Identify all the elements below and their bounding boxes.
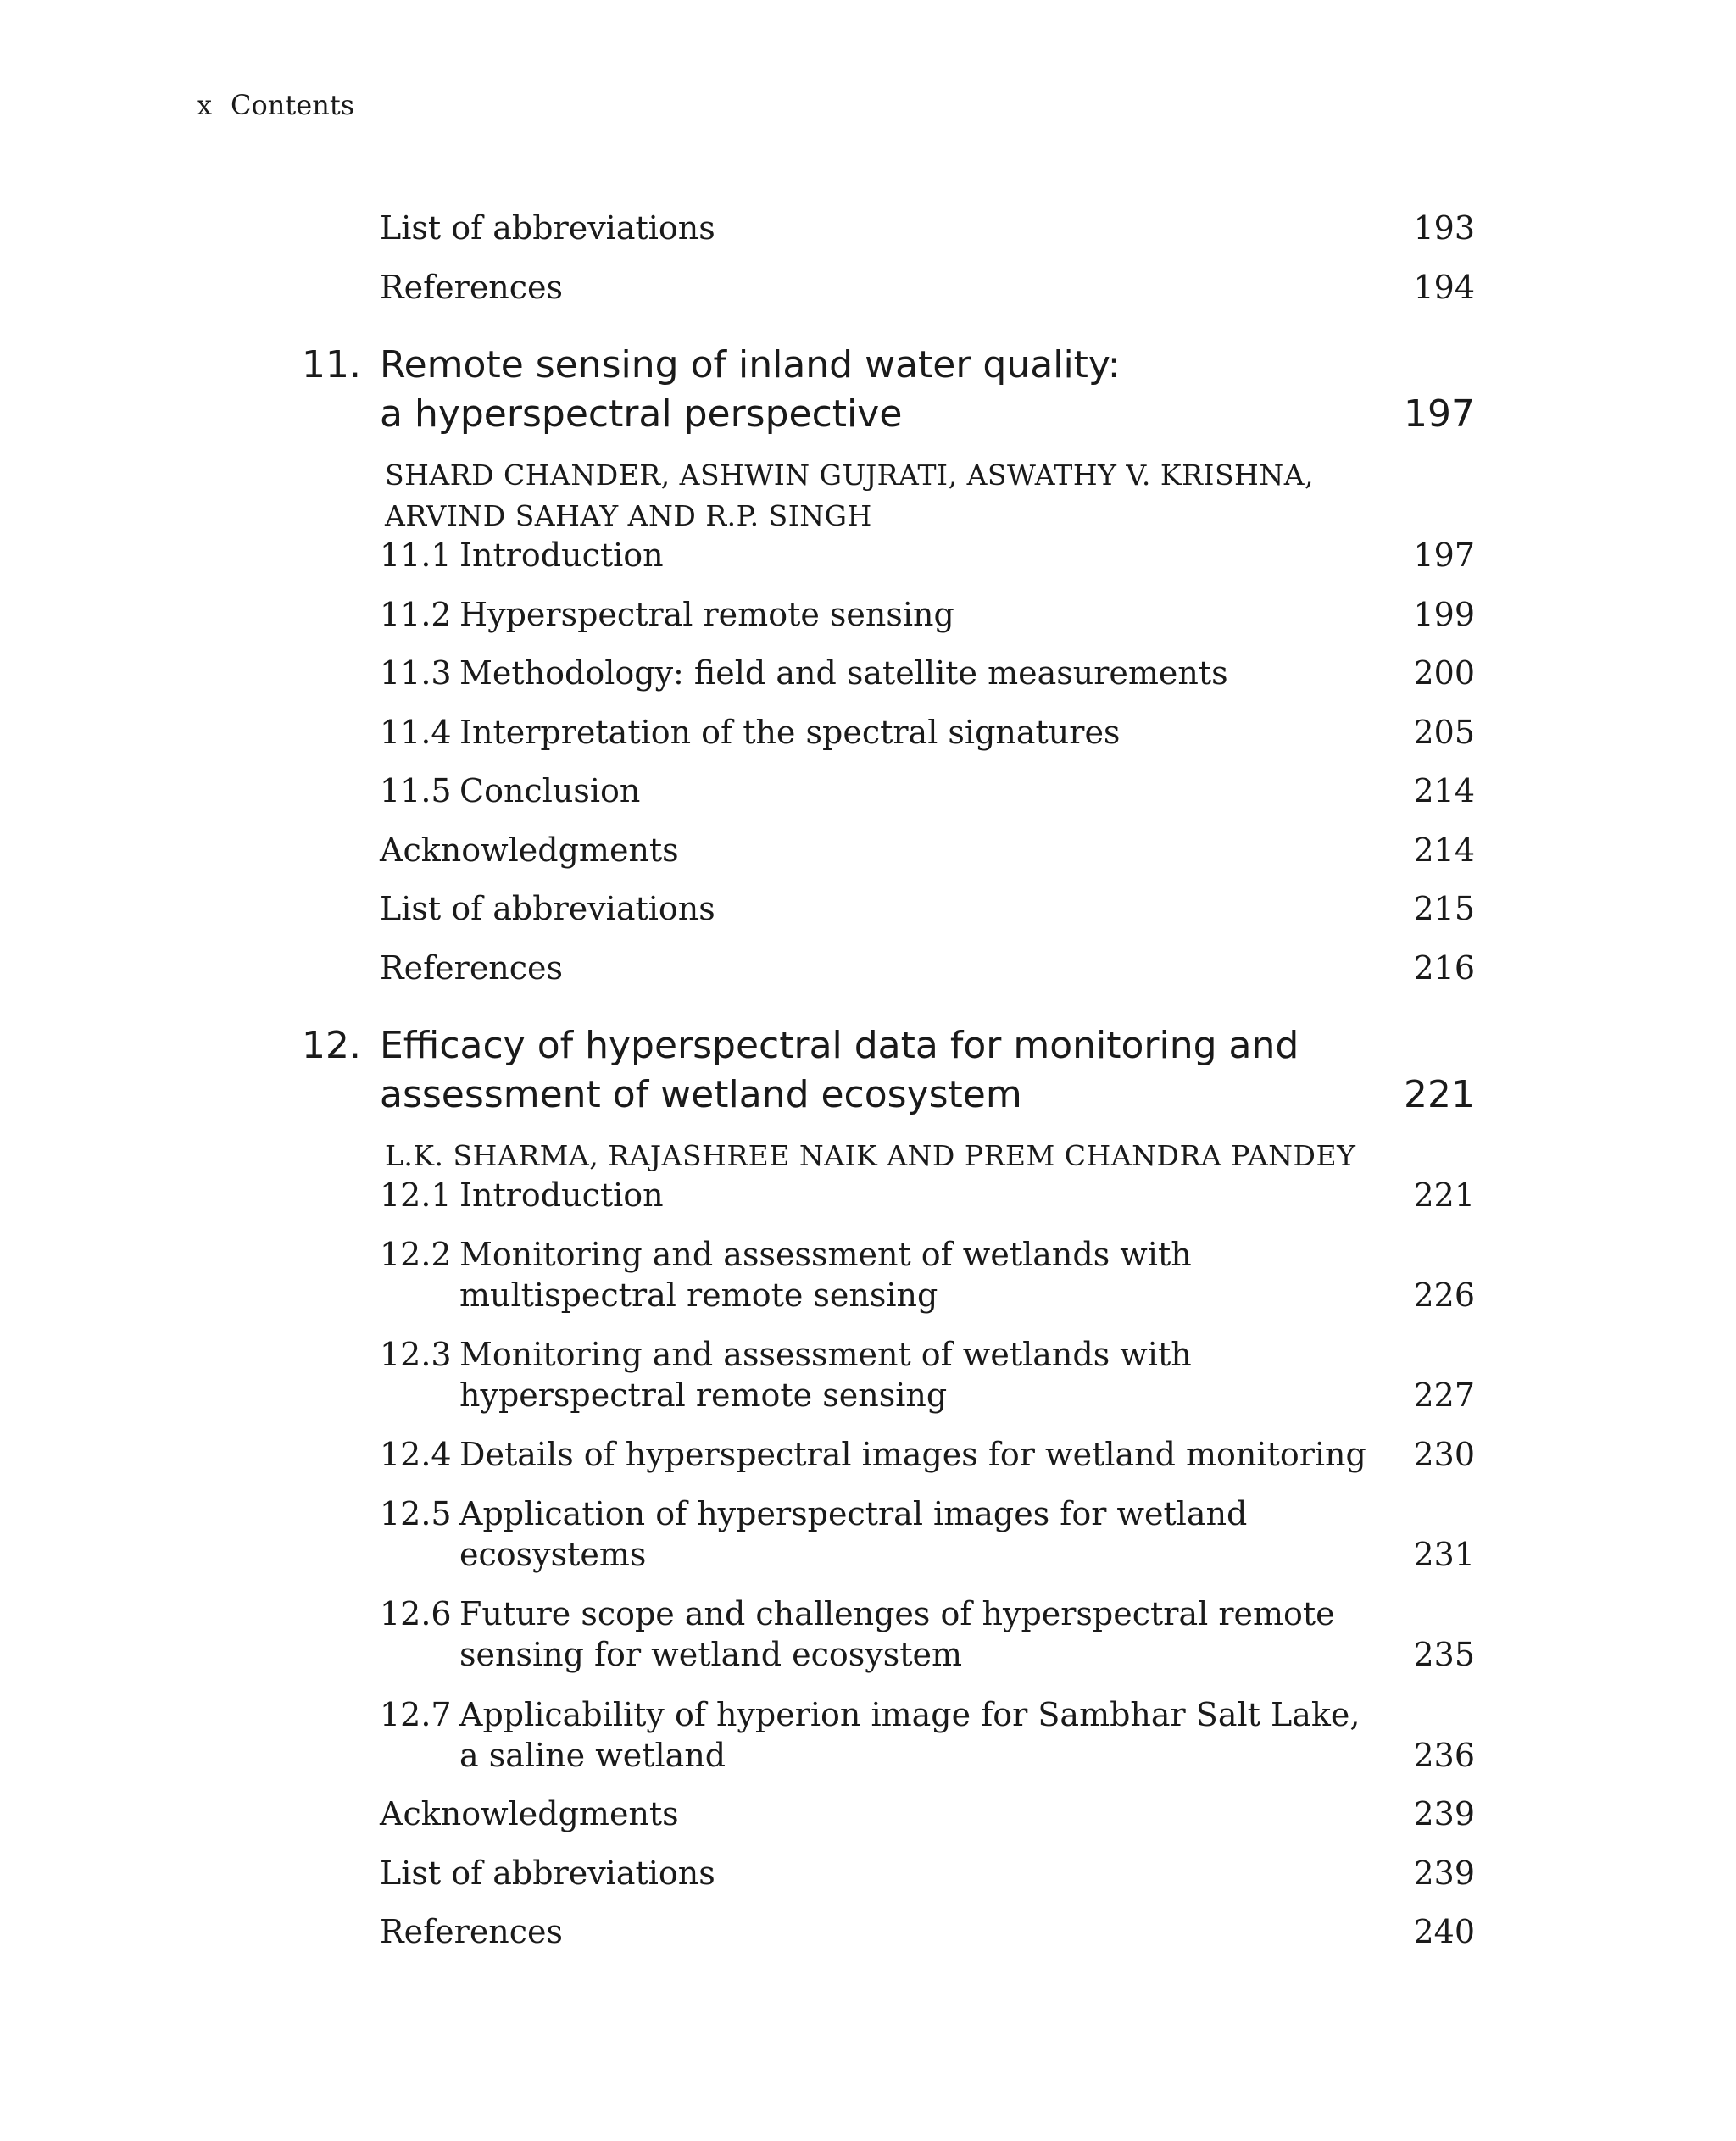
section-title-line-2: multispectral remote sensing [459, 1276, 938, 1314]
running-head-title: Contents [231, 89, 355, 121]
chapter-page: 197 [1404, 392, 1475, 436]
toc-entry-acknowledgments[interactable] [380, 830, 1475, 870]
section-title-line-2-wrap [380, 1375, 1475, 1415]
section-number: 11.2 [380, 596, 452, 633]
section-page: 214 [1413, 772, 1475, 809]
page-folio: x [197, 89, 213, 121]
running-head [197, 88, 354, 122]
toc-entry-references[interactable] [380, 267, 1475, 308]
section-title: Introduction [459, 537, 664, 574]
chapter-number: 11. [302, 343, 361, 386]
section-title-line-2-wrap [380, 1634, 1475, 1675]
section-page: 235 [1413, 1636, 1475, 1673]
section-page: 226 [1413, 1276, 1475, 1314]
section-title-line-1 [380, 1334, 1475, 1375]
chapter-number: 12. [302, 1024, 361, 1067]
section-12-1[interactable] [380, 1175, 1475, 1215]
authors-line-1: L.K. SHARMA, RAJASHREE NAIK AND PREM CHANDRA PANDEY [385, 1139, 1356, 1172]
toc-entry-label: List of abbreviations [380, 890, 715, 927]
toc-entry-label: References [380, 949, 564, 987]
toc-entry-page: 216 [1413, 949, 1475, 987]
section-page: 197 [1413, 537, 1475, 574]
toc-entry-label: List of abbreviations [380, 1855, 715, 1892]
section-12-4[interactable] [380, 1434, 1475, 1475]
chapter-12-authors [385, 1136, 1355, 1176]
section-title: Conclusion [459, 772, 641, 809]
section-number: 11.3 [380, 654, 452, 692]
chapter-page: 221 [1404, 1073, 1475, 1116]
toc-entry-label: References [380, 269, 564, 306]
section-page: 230 [1413, 1436, 1475, 1473]
toc-entry-label: Acknowledgments [380, 831, 679, 869]
section-12-3[interactable] [380, 1334, 1475, 1415]
authors-line-1: SHARD CHANDER, ASHWIN GUJRATI, ASWATHY V. KRISHNA, [385, 459, 1315, 492]
section-title-line-2: sensing for wetland ecosystem [459, 1636, 963, 1673]
toc-entry-page: 215 [1413, 890, 1475, 927]
section-title-line-2: a saline wetland [459, 1737, 726, 1774]
section-page: 205 [1413, 714, 1475, 751]
section-number: 12.3 [380, 1336, 452, 1373]
chapter-11-authors [385, 455, 1314, 537]
chapter-12-heading[interactable] [302, 1021, 1475, 1120]
section-number: 12.4 [380, 1436, 452, 1473]
section-title: Future scope and challenges of hyperspectral remote [459, 1595, 1335, 1632]
toc-entry-page: 240 [1413, 1913, 1475, 1950]
toc-entry-acknowledgments[interactable] [380, 1793, 1475, 1834]
section-number: 11.1 [380, 537, 452, 574]
toc-entry-list-of-abbreviations[interactable] [380, 888, 1475, 929]
chapter-title-line-1: Remote sensing of inland water quality: [380, 343, 1121, 386]
section-page: 231 [1413, 1536, 1475, 1573]
section-page: 199 [1413, 596, 1475, 633]
toc-entry-page: 214 [1413, 831, 1475, 869]
section-title-line-2-wrap [380, 1735, 1475, 1776]
authors-line-2: ARVIND SAHAY AND R.P. SINGH [385, 499, 872, 532]
chapter-title-line-2: assessment of wetland ecosystem [380, 1073, 1022, 1116]
section-title: Interpretation of the spectral signatures [459, 714, 1121, 751]
section-title: Introduction [459, 1176, 664, 1214]
toc-entry-label: List of abbreviations [380, 209, 715, 247]
section-number: 11.4 [380, 714, 452, 751]
section-title-line-2-wrap [380, 1534, 1475, 1575]
section-title-line-2: hyperspectral remote sensing [459, 1376, 948, 1414]
section-number: 12.7 [380, 1696, 452, 1733]
toc-entry-page: 193 [1413, 209, 1475, 247]
section-number: 12.2 [380, 1236, 452, 1273]
toc-entry-page: 239 [1413, 1855, 1475, 1892]
section-12-6[interactable] [380, 1593, 1475, 1675]
section-title: Monitoring and assessment of wetlands with [459, 1336, 1192, 1373]
toc-entry-page: 194 [1413, 269, 1475, 306]
chapter-title-line-2: a hyperspectral perspective [380, 392, 903, 436]
section-12-7[interactable] [380, 1694, 1475, 1776]
section-11-4[interactable] [380, 712, 1475, 753]
toc-entry-list-of-abbreviations[interactable] [380, 1853, 1475, 1894]
section-title-line-1 [380, 1493, 1475, 1534]
chapter-title-line-1: Efficacy of hyperspectral data for monitoring and [380, 1024, 1299, 1067]
section-page: 227 [1413, 1376, 1475, 1414]
section-number: 12.6 [380, 1595, 452, 1632]
section-title-line-1 [380, 1694, 1475, 1735]
section-12-5[interactable] [380, 1493, 1475, 1575]
section-11-1[interactable] [380, 535, 1475, 576]
section-number: 11.5 [380, 772, 452, 809]
section-title-line-2: ecosystems [459, 1536, 647, 1573]
section-number: 12.5 [380, 1495, 452, 1532]
section-title-line-2-wrap [380, 1275, 1475, 1315]
chapter-11-heading[interactable] [302, 341, 1475, 439]
section-page: 221 [1413, 1176, 1475, 1214]
toc-entry-references[interactable] [380, 948, 1475, 988]
toc-entry-list-of-abbreviations[interactable] [380, 208, 1475, 248]
section-page: 236 [1413, 1737, 1475, 1774]
section-title-line-1 [380, 1234, 1475, 1275]
toc-entry-label: References [380, 1913, 564, 1950]
section-title: Monitoring and assessment of wetlands with [459, 1236, 1192, 1273]
section-page: 200 [1413, 654, 1475, 692]
section-11-2[interactable] [380, 594, 1475, 635]
section-title: Applicability of hyperion image for Sambhar Salt Lake, [459, 1696, 1360, 1733]
section-title-line-1 [380, 1593, 1475, 1634]
section-title: Application of hyperspectral images for wetland [459, 1495, 1248, 1532]
section-11-5[interactable] [380, 770, 1475, 811]
section-title: Methodology: field and satellite measurements [459, 654, 1228, 692]
section-title: Hyperspectral remote sensing [459, 596, 954, 633]
toc-entry-references[interactable] [380, 1911, 1475, 1952]
toc-entry-label: Acknowledgments [380, 1795, 679, 1832]
section-11-3[interactable] [380, 653, 1475, 693]
section-number: 12.1 [380, 1176, 452, 1214]
section-title: Details of hyperspectral images for wetland monitoring [459, 1436, 1366, 1473]
section-12-2[interactable] [380, 1234, 1475, 1315]
toc-entry-page: 239 [1413, 1795, 1475, 1832]
